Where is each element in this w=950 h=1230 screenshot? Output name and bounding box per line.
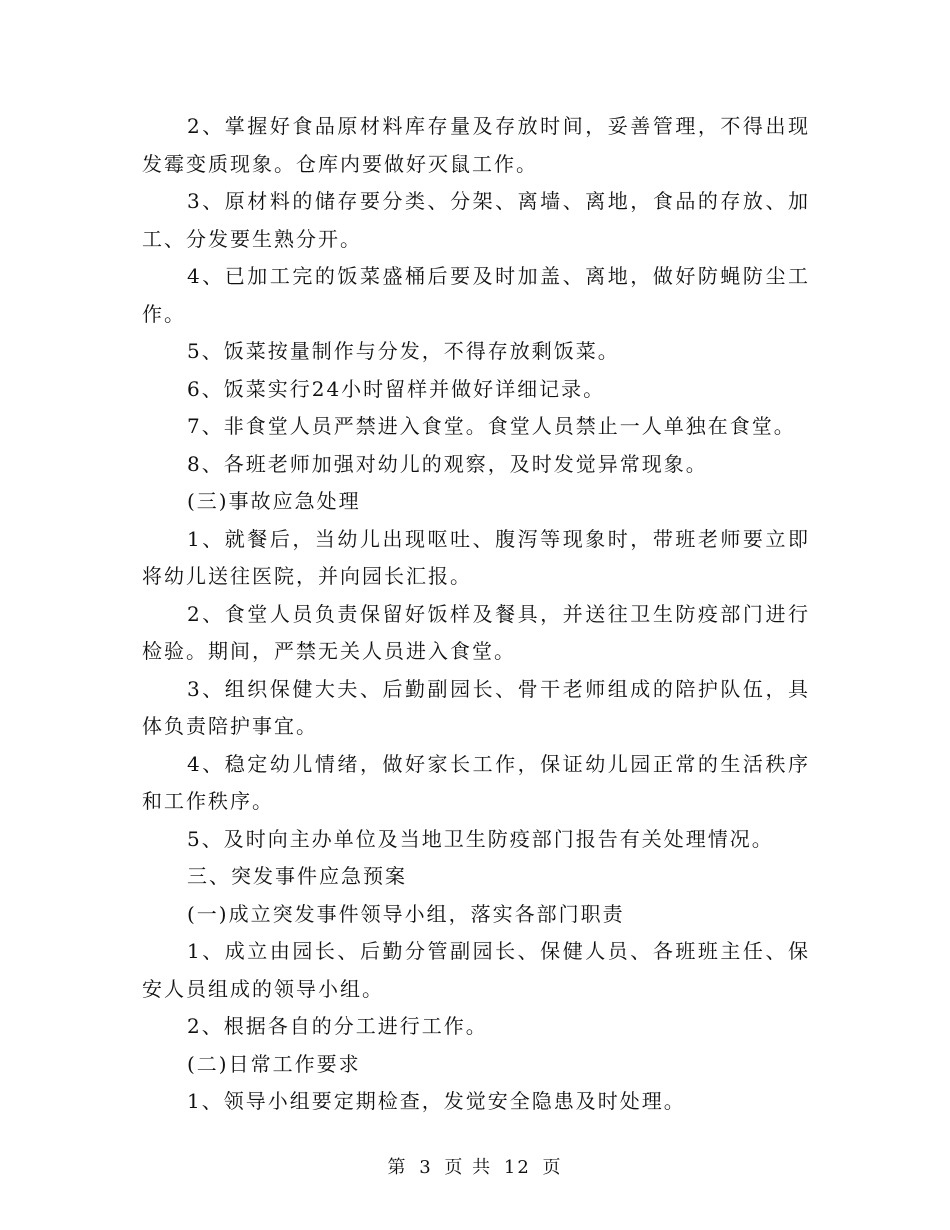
paragraph: 3、组织保健大夫、后勤副园长、骨干老师组成的陪护队伍，具体负责陪护事宜。 [142, 676, 810, 738]
section-heading: (二)日常工作要求 [187, 1051, 361, 1076]
paragraph: 3、原材料的储存要分类、分架、离墙、离地，食品的存放、加工、分发要生熟分开。 [142, 189, 810, 251]
paragraph: 7、非食堂人员严禁进入食堂。食堂人员禁止一人单独在食堂。 [187, 414, 796, 438]
paragraph: 5、及时向主办单位及当地卫生防疫部门报告有关处理情况。 [187, 826, 774, 851]
paragraph: 1、领导小组要定期检查，发觉安全隐患及时处理。 [187, 1089, 686, 1113]
paragraph: 2、食堂人员负责保留好饭样及餐具，并送往卫生防疫部门进行检验。期间，严禁无关人员进入食堂。 [142, 601, 810, 663]
footer-middle: 页 共 [444, 1157, 493, 1178]
section-heading: 三、突发事件应急预案 [187, 864, 407, 888]
paragraph: 2、根据各自的分工进行工作。 [187, 1014, 488, 1038]
footer-total-pages: 12 [503, 1157, 531, 1178]
paragraph: 8、各班老师加强对幼儿的观察，及时发觉异常现象。 [187, 451, 708, 476]
paragraph: 1、就餐后，当幼儿出现呕吐、腹泻等现象时，带班老师要立即将幼儿送往医院，并向园长汇报。 [142, 526, 810, 588]
paragraph: 4、稳定幼儿情绪，做好家长工作，保证幼儿园正常的生活秩序和工作秩序。 [142, 751, 810, 813]
paragraph: 5、饭菜按量制作与分发，不得存放剩饭菜。 [187, 339, 620, 363]
page-footer [0, 1153, 950, 1179]
paragraph: 6、饭菜实行24小时留样并做好详细记录。 [187, 376, 606, 401]
footer-page-number: 3 [419, 1157, 433, 1178]
footer-suffix: 页 [542, 1157, 563, 1178]
paragraph: 1、成立由园长、后勤分管副园长、保健人员、各班班主任、保安人员组成的领导小组。 [142, 939, 810, 1001]
section-heading: (一)成立突发事件领导小组，落实各部门职责 [187, 901, 625, 926]
paragraph: 2、掌握好食品原材料库存量及存放时间，妥善管理，不得出现发霉变质现象。仓库内要做好灭鼠工作。 [142, 114, 810, 176]
body-text [142, 108, 810, 1121]
footer-prefix: 第 [387, 1157, 408, 1178]
paragraph: 4、已加工完的饭菜盛桶后要及时加盖、离地，做好防蝇防尘工作。 [142, 264, 810, 326]
section-heading: (三)事故应急处理 [187, 489, 361, 513]
